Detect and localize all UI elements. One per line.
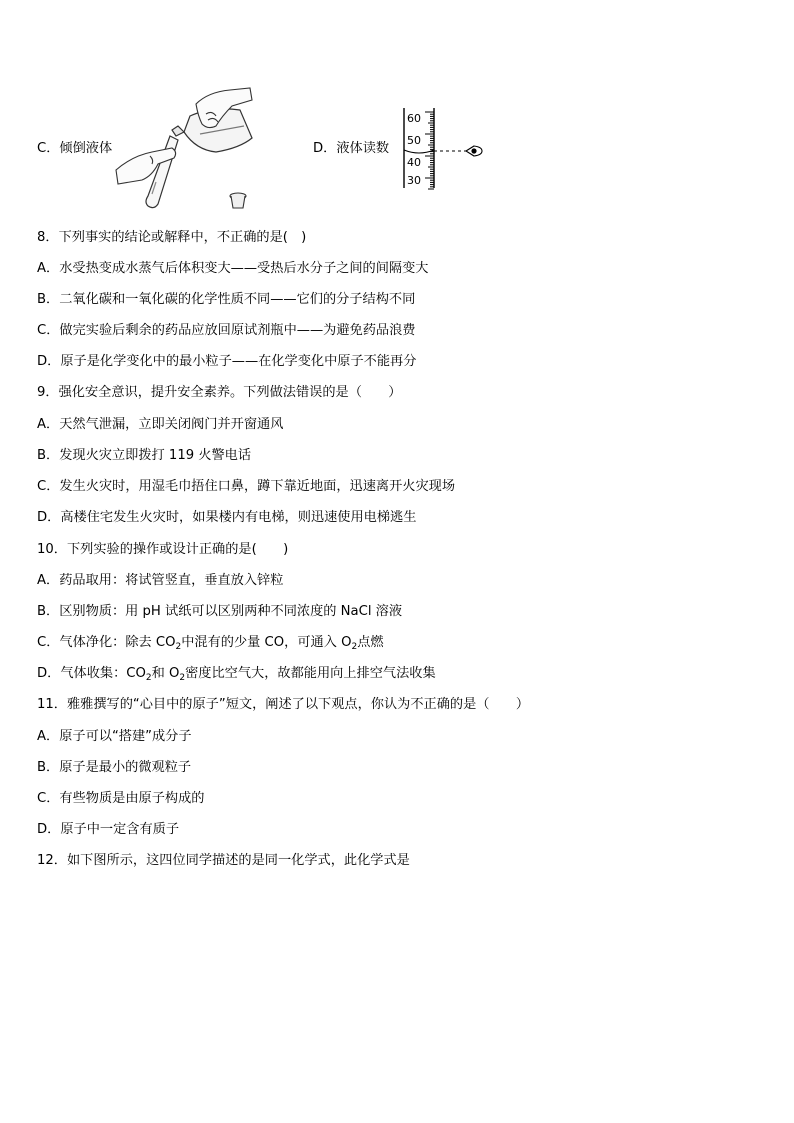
tick-label-50: 50 bbox=[407, 134, 421, 147]
meniscus bbox=[404, 150, 434, 153]
pouring-liquid-illustration bbox=[112, 86, 272, 214]
q11-stem: 11．雅雅撰写的“心目中的原子”短文，阐述了以下观点，你认为不正确的是（ ） bbox=[37, 697, 530, 712]
q10-option-b: B．区别物质：用 pH 试纸可以区别两种不同浓度的 NaCl 溶液 bbox=[37, 604, 403, 619]
graduated-cylinder-reading-illustration bbox=[398, 106, 490, 190]
q9-option-a: A．天然气泄漏，立即关闭阀门并开窗通风 bbox=[37, 417, 284, 432]
q8-option-a: A．水受热变成水蒸气后体积变大——受热后水分子之间的间隔变大 bbox=[37, 261, 429, 276]
q8-stem: 8．下列事实的结论或解释中，不正确的是( ) bbox=[37, 230, 307, 245]
q7-option-c-label: C．倾倒液体 bbox=[37, 141, 113, 156]
q10-stem: 10．下列实验的操作或设计正确的是( ) bbox=[37, 542, 289, 557]
q7-option-d-label: D．液体读数 bbox=[313, 141, 390, 156]
q9-option-d: D．高楼住宅发生火灾时，如果楼内有电梯，则迅速使用电梯逃生 bbox=[37, 510, 417, 525]
q8-option-b: B．二氧化碳和一氧化碳的化学性质不同——它们的分子结构不同 bbox=[37, 292, 416, 307]
q10-option-d: D．气体收集：$CO_2$和 $O_2$密度比空气大，故都能用向上排空气法收集 bbox=[37, 666, 436, 683]
q8-option-c: C．做完实验后剩余的药品应放回原试剂瓶中——为避免药品浪费 bbox=[37, 323, 416, 338]
q10-option-c: C．气体净化：除去 $CO_2$中混有的少量 CO，可通入 $O_2$点燃 bbox=[37, 635, 384, 652]
q9-option-b: B．发现火灾立即拨打 119 火警电话 bbox=[37, 448, 252, 463]
eye-icon bbox=[466, 146, 482, 156]
tick-label-30: 30 bbox=[407, 174, 421, 187]
q11-option-a: A．原子可以“搭建”成分子 bbox=[37, 729, 192, 744]
q12-stem: 12．如下图所示，这四位同学描述的是同一化学式，此化学式是 bbox=[37, 853, 410, 868]
q9-stem: 9．强化安全意识，提升安全素养。下列做法错误的是（ ） bbox=[37, 385, 402, 400]
stopper-icon bbox=[230, 193, 246, 208]
q10-option-a: A．药品取用：将试管竖直，垂直放入锌粒 bbox=[37, 573, 284, 588]
q9-option-c: C．发生火灾时，用湿毛巾捂住口鼻，蹲下靠近地面，迅速离开火灾现场 bbox=[37, 479, 456, 494]
q11-option-b: B．原子是最小的微观粒子 bbox=[37, 760, 192, 775]
q8-option-d: D．原子是化学变化中的最小粒子——在化学变化中原子不能再分 bbox=[37, 354, 417, 369]
q11-option-c: C．有些物质是由原子构成的 bbox=[37, 791, 205, 806]
q11-option-d: D．原子中一定含有质子 bbox=[37, 822, 180, 837]
tick-label-40: 40 bbox=[407, 156, 421, 169]
tick-label-60: 60 bbox=[407, 112, 421, 125]
